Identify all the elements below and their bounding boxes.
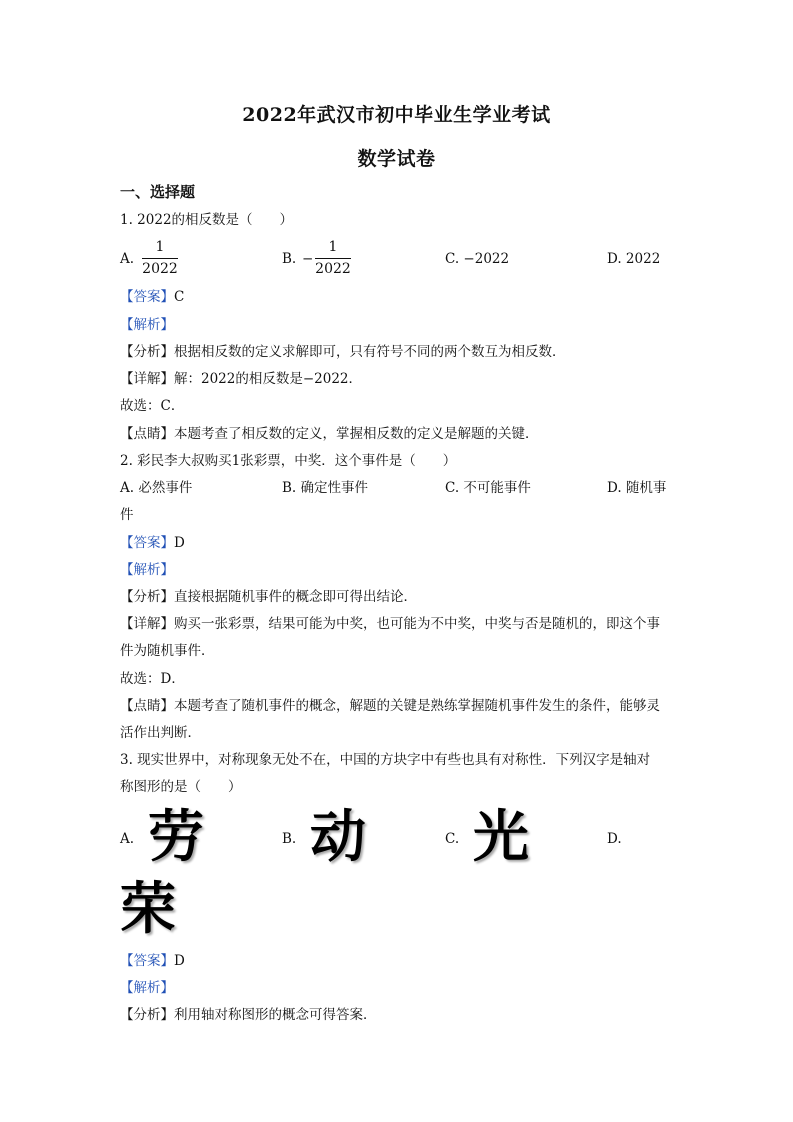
- q1-option-b-fraction: [315, 239, 351, 278]
- xiangjie-text: 解：2022的相反数是−2022．: [174, 371, 363, 387]
- q3-option-b-label: B.: [282, 831, 297, 847]
- q3-option-c-char: 光: [473, 805, 529, 870]
- q1-option-c: C. −2022: [445, 251, 510, 267]
- q3-option-b-char: 动: [310, 805, 366, 870]
- fraction-bar: [315, 258, 351, 259]
- xiangjie-tag: 【详解】: [120, 371, 174, 387]
- q1-guxuan: 故选：C．: [120, 398, 185, 414]
- q2-guxuan: 故选：D．: [120, 671, 185, 687]
- q2-dianjing-cont: 活作出判断．: [120, 725, 201, 741]
- fenxi-tag: 【分析】: [120, 589, 174, 605]
- answer-value: D: [174, 535, 185, 551]
- q3-option-d-char: 荣: [120, 877, 176, 942]
- q3-stem-cont: 称图形的是（ ）: [120, 779, 242, 795]
- page-subtitle: 数学试卷: [357, 148, 436, 170]
- analysis-tag: 【解析】: [120, 980, 174, 996]
- answer-tag: 【答案】: [120, 535, 174, 551]
- q1-dianjing: [120, 425, 680, 443]
- dianjing-tag: 【点睛】: [120, 698, 174, 714]
- q2-xiangjie: [120, 615, 680, 633]
- q1-xiangjie: [120, 370, 680, 388]
- q1-option-b-denominator: 2022: [315, 261, 351, 277]
- q2-stem: 2. 彩民李大叔购买1张彩票，中奖．这个事件是（ ）: [120, 453, 457, 469]
- q2-dianjing: [120, 697, 680, 715]
- q1-option-a-numerator: 1: [155, 239, 165, 255]
- q1-option-b-sign: −: [302, 251, 314, 267]
- fenxi-text: 根据相反数的定义求解即可，只有符号不同的两个数互为相反数．: [174, 344, 566, 360]
- q2-option-b: B. 确定性事件: [282, 480, 369, 496]
- q3-option-c-label: C.: [445, 831, 460, 847]
- answer-tag: 【答案】: [120, 289, 174, 305]
- xiangjie-tag: 【详解】: [120, 616, 174, 632]
- q1-option-b-numerator: 1: [328, 239, 338, 255]
- q2-xiangjie-cont: 件为随机事件．: [120, 643, 215, 659]
- q2-analysis-tag: [120, 561, 680, 579]
- q1-analysis-tag: [120, 316, 680, 334]
- q2-option-d: D. 随机事: [607, 480, 667, 496]
- fenxi-tag: 【分析】: [120, 344, 174, 360]
- fenxi-tag: 【分析】: [120, 1007, 174, 1023]
- q2-fenxi: [120, 588, 680, 606]
- q3-option-a-char: 劳: [148, 805, 204, 870]
- q1-option-a-fraction: [142, 239, 178, 278]
- q2-answer: [120, 534, 680, 552]
- q1-option-a-denominator: 2022: [142, 261, 178, 277]
- q3-answer: [120, 952, 680, 970]
- q3-analysis-tag: [120, 979, 680, 997]
- q2-option-a: A. 必然事件: [120, 480, 193, 496]
- q2-option-c: C. 不可能事件: [445, 480, 531, 496]
- q3-option-d-label: D.: [607, 831, 622, 847]
- fenxi-text: 利用轴对称图形的概念可得答案．: [174, 1007, 377, 1023]
- fenxi-text: 直接根据随机事件的概念即可得出结论．: [174, 589, 417, 605]
- answer-value: D: [174, 953, 185, 969]
- answer-tag: 【答案】: [120, 953, 174, 969]
- dianjing-text: 本题考查了随机事件的概念，解题的关键是熟练掌握随机事件发生的条件，能够灵: [174, 698, 660, 714]
- dianjing-text: 本题考查了相反数的定义，掌握相反数的定义是解题的关键．: [174, 426, 539, 442]
- xiangjie-text: 购买一张彩票，结果可能为中奖，也可能为不中奖，中奖与否是随机的，即这个事: [174, 616, 660, 632]
- page-title: 2022年武汉市初中毕业生学业考试: [242, 104, 551, 126]
- fraction-bar: [142, 258, 178, 259]
- q1-option-a-label: A.: [120, 251, 135, 267]
- q1-option-d: D. 2022: [607, 251, 661, 267]
- q1-stem: 1. 2022的相反数是（ ）: [120, 212, 294, 228]
- analysis-tag: 【解析】: [120, 562, 174, 578]
- q2-option-d-wrap: 件: [120, 507, 134, 523]
- section-heading: 一、选择题: [120, 183, 196, 201]
- q1-fenxi: [120, 343, 680, 361]
- answer-value: C: [174, 289, 185, 305]
- analysis-tag: 【解析】: [120, 317, 174, 333]
- q3-stem: 3. 现实世界中，对称现象无处不在，中国的方块字中有些也具有对称性．下列汉字是轴对: [120, 752, 651, 768]
- q3-fenxi: [120, 1006, 680, 1024]
- q1-option-b-label: B.: [282, 251, 297, 267]
- dianjing-tag: 【点睛】: [120, 426, 174, 442]
- q1-answer: [120, 288, 680, 306]
- q3-option-a-label: A.: [120, 831, 135, 847]
